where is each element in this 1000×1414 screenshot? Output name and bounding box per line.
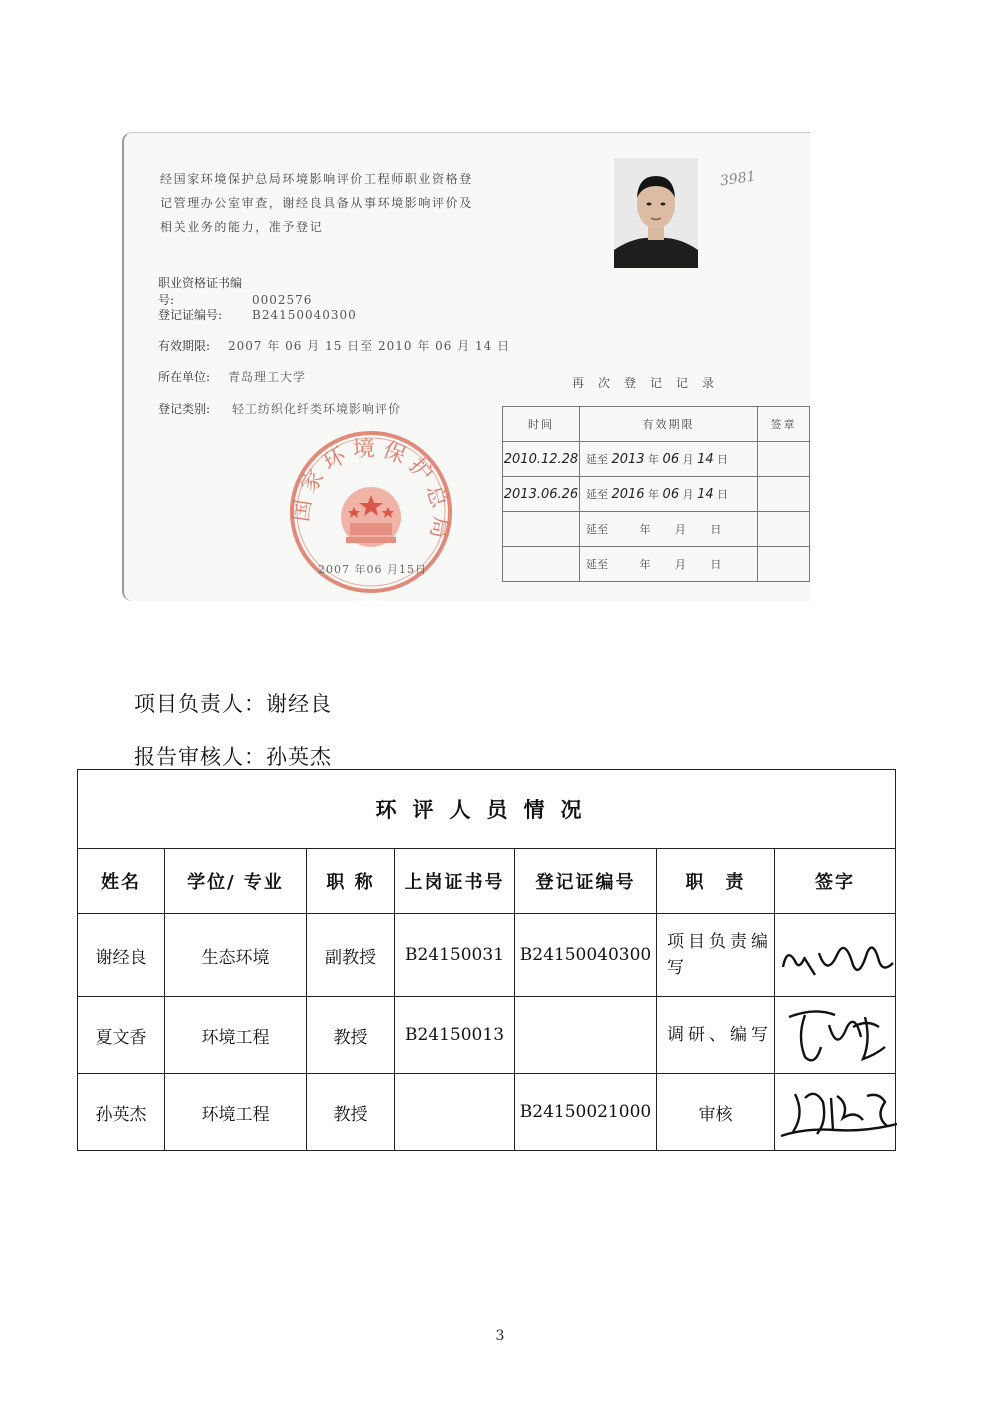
staff-row xyxy=(78,1074,896,1151)
staff-duty: 审核 xyxy=(657,1074,775,1151)
registration-day-unit: 日 xyxy=(717,453,729,466)
registration-year-unit: 年 xyxy=(648,488,660,501)
staff-header: 学位/ 专业 xyxy=(165,849,307,914)
registration-month-unit: 月 xyxy=(674,523,686,536)
registration-prefix: 延至 xyxy=(585,488,608,501)
registration-row xyxy=(503,512,810,547)
cert-field-qualification xyxy=(158,274,312,308)
staff-post-cert: B24150013 xyxy=(395,997,515,1074)
staff-name: 谢经良 xyxy=(78,914,165,997)
staff-name: 孙英杰 xyxy=(78,1074,165,1151)
staff-major: 环境工程 xyxy=(165,997,307,1074)
cert-field-value: 2007 年 06 月 15 日至 2010 年 06 月 14 日 xyxy=(228,339,511,353)
staff-header: 职 称 xyxy=(307,849,395,914)
staff-signature xyxy=(775,914,896,997)
staff-header: 签字 xyxy=(775,849,896,914)
signature-icon xyxy=(775,997,901,1073)
handwritten-note: 3981 xyxy=(719,168,757,190)
registration-year-unit: 年 xyxy=(639,558,651,571)
staff-signature xyxy=(775,997,896,1074)
registration-date xyxy=(503,547,580,582)
staff-signature xyxy=(775,1074,896,1151)
seal-date: 2007 年06 月15日 xyxy=(318,563,427,576)
cert-field-label: 职业资格证书编号: xyxy=(158,276,243,307)
staff-title: 副教授 xyxy=(307,914,395,997)
registration-stamp-cell xyxy=(758,547,810,582)
registration-row xyxy=(503,547,810,582)
cert-field-value: B24150040300 xyxy=(252,308,357,322)
registration-year-unit: 年 xyxy=(639,523,651,536)
cert-field-validity xyxy=(158,337,510,354)
page-number: 3 xyxy=(495,1328,505,1344)
signature-icon xyxy=(775,1074,901,1150)
cert-field-registration xyxy=(158,306,357,323)
registration-day-unit: 日 xyxy=(710,523,722,536)
cert-field-value: 青岛理工大学 xyxy=(228,370,307,384)
staff-post-cert: B24150031 xyxy=(395,914,515,997)
staff-post-cert xyxy=(395,1074,515,1151)
registration-month-unit: 月 xyxy=(682,488,694,501)
seal-text: 国家环境保护总局 xyxy=(288,436,454,547)
staff-reg-no xyxy=(515,997,657,1074)
staff-table-title: 环评人员情况 xyxy=(78,770,896,849)
cert-field-label: 有效期限: xyxy=(158,339,211,353)
registration-date xyxy=(503,512,580,547)
registration-prefix: 延至 xyxy=(585,523,608,536)
staff-table xyxy=(77,769,896,1151)
staff-duty: 项目负责编写 xyxy=(657,914,775,997)
registration-prefix: 延至 xyxy=(585,453,608,466)
registration-stamp-cell xyxy=(758,442,810,477)
staff-header: 职 责 xyxy=(657,849,775,914)
staff-reg-no: B24150040300 xyxy=(515,914,657,997)
registration-header: 时间 xyxy=(503,407,580,442)
registration-record-table xyxy=(502,406,810,582)
staff-title: 教授 xyxy=(307,997,395,1074)
staff-header: 登记证编号 xyxy=(515,849,657,914)
certificate-scan xyxy=(122,132,810,601)
report-reviewer: 报告审核人：孙英杰 xyxy=(134,745,332,769)
registration-header: 签章 xyxy=(758,407,810,442)
registration-month: 06 xyxy=(662,487,680,502)
certificate-paragraph: 经国家环境保护总局环境影响评价工程师职业资格登记管理办公室审查，谢经良具备从事环境影响评价及相关业务的能力，准予登记 xyxy=(160,172,473,234)
cert-field-value: 0002576 xyxy=(252,293,313,307)
staff-header-row xyxy=(78,849,896,914)
registration-header-row xyxy=(503,407,810,442)
id-photo xyxy=(614,158,698,268)
registration-day-unit: 日 xyxy=(710,558,722,571)
staff-reg-no: B24150021000 xyxy=(515,1074,657,1151)
staff-name: 夏文香 xyxy=(78,997,165,1074)
registration-stamp-cell xyxy=(758,477,810,512)
registration-header: 有效期限 xyxy=(579,407,757,442)
staff-title-row xyxy=(78,770,896,849)
registration-month-unit: 月 xyxy=(682,453,694,466)
cert-field-category xyxy=(158,400,401,417)
staff-row xyxy=(78,914,896,997)
staff-major: 环境工程 xyxy=(165,1074,307,1151)
registration-month: 06 xyxy=(662,452,680,467)
staff-header: 姓名 xyxy=(78,849,165,914)
registration-row xyxy=(503,477,810,512)
person-photo-icon xyxy=(614,158,698,268)
cert-field-label: 登记类别: xyxy=(158,402,211,416)
staff-header: 上岗证书号 xyxy=(395,849,515,914)
staff-row xyxy=(78,997,896,1074)
registration-year-unit: 年 xyxy=(648,453,660,466)
registration-date: 2013.06.26 xyxy=(503,477,580,512)
cert-field-label: 所在单位: xyxy=(158,370,211,384)
registration-year: 2016 xyxy=(611,487,645,502)
registration-row xyxy=(503,442,810,477)
project-lead: 项目负责人：谢经良 xyxy=(134,692,332,716)
registration-day: 14 xyxy=(697,452,714,467)
signature-icon xyxy=(775,917,901,993)
registration-month-unit: 月 xyxy=(674,558,686,571)
staff-major: 生态环境 xyxy=(165,914,307,997)
cert-field-value: 轻工纺织化纤类环境影响评价 xyxy=(232,402,402,416)
registration-prefix: 延至 xyxy=(585,558,608,571)
registration-day: 14 xyxy=(697,487,714,502)
cert-field-label: 登记证编号: xyxy=(158,308,223,322)
registration-day-unit: 日 xyxy=(717,488,729,501)
registration-year: 2013 xyxy=(611,452,645,467)
registration-date: 2010.12.28 xyxy=(503,442,580,477)
registration-stamp-cell xyxy=(758,512,810,547)
registration-record-title: 再次登记记录 xyxy=(572,376,729,390)
cert-field-employer xyxy=(158,368,306,385)
staff-title: 教授 xyxy=(307,1074,395,1151)
staff-duty: 调研、编写 xyxy=(657,997,775,1074)
